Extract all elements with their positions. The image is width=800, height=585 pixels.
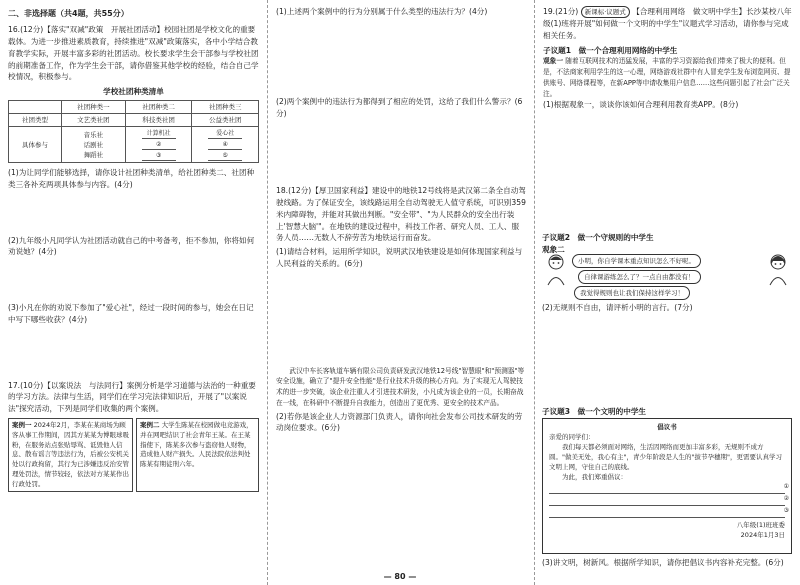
case-one-text: 2024年2月，李某在某商场为顾客从事工作期间，因其方某某为博眼球吸粉，在服务站点张贴辱骂、诋毁他人信息、散布谣言等违法行为，后被公安机关处以行政拘留，其行为已涉嫌违反治安管理处罚法，情节较轻，依法对方某某作出行政处罚。 <box>12 421 129 488</box>
q19-sub1: (1)根据观象一，谈谈你该如何合理利用教育类APP。(8分) <box>543 100 739 110</box>
sub-topic-3: 子议题3 做一个文明的中学生 <box>542 407 647 416</box>
table-cell <box>61 127 125 163</box>
table-row <box>9 100 259 113</box>
case-two-box <box>136 418 259 492</box>
answer-space <box>8 326 259 380</box>
q18-intro: 18.(12分)【厚卫国家利益】建设中的地铁12号线将是武汉第二条全自动驾驶线路。为了保证安全，该线路运用全自动驾驶无人值守系统，可识别359米内障碍物，并能对其做出判断。"安全带"、"为人民群众的安全出行装上'智慧大脑'"。在地铁的建设过程中，科技工作者、研究人员、工人、服务人员……无数人不辞劳苦为地铁运行而奋发。 <box>276 186 526 243</box>
club-item: 舞蹈社 <box>83 150 104 159</box>
table-row <box>9 114 259 127</box>
answer-space <box>276 270 526 366</box>
speech-bubble: 我觉得规则也让我们保持这样学习！ <box>574 286 690 300</box>
speech-bubble: 自律课游练怎么了？一点自由都没有！ <box>578 270 701 284</box>
view-one <box>543 56 792 99</box>
proposal-greeting: 亲爱的同学们： <box>549 433 595 442</box>
column-middle <box>267 0 534 585</box>
answer-line <box>549 495 789 506</box>
blank-slot: ② <box>142 141 176 150</box>
table-header-cell <box>9 100 62 113</box>
club-item: 爱心社 <box>208 130 242 139</box>
answer-space <box>8 191 259 235</box>
view-one-label: 观象一 <box>543 57 564 66</box>
table-cell: 科技类社团 <box>125 114 192 127</box>
blank-slot: ④ <box>208 141 242 150</box>
proposal-box <box>542 418 792 554</box>
answer-space <box>276 119 526 185</box>
answer-line <box>549 507 789 518</box>
q19-sub3: (3)讲文明，树新风。根据所学知识，请你把倡议书内容补充完整。(6分) <box>542 558 784 567</box>
club-item: 计算机社 <box>142 130 176 139</box>
q19-intro <box>543 6 792 42</box>
q19-number: 19.(21分) <box>543 7 579 16</box>
q17-intro: 17.(10分)【以案说法 与法同行】案例分析是学习道德与法治的一种重要的学习方法。法律与生活，同学们在学习完法律知识后，开展了"以案说法"探究活动，下列是同学们收集的两个案例。 <box>8 380 256 414</box>
row-label: 社团类型 <box>9 114 62 127</box>
case-one-title: 案例一 <box>12 421 32 429</box>
q19-intro-text: 【合理利用网络 做文明中学生】长沙某校八年级(1)班将开展"如何做一个文明的中学生"议题式学习活动，请你参与完成相关任务。 <box>543 7 792 40</box>
view-one-text: 随着互联网技术的迅猛发展，丰富的学习资源给我们带来了极大的便利。但是，不法商家利用学生的这一心理，网络游戏社群中有人冒充学生发布浏览网页、提供账号、网络课程等，在新APP等申请收集用户信息……这些问题引起了社会广泛关注。 <box>543 57 791 98</box>
proposal-prompt: 为此，我们郑重倡议： <box>562 473 627 482</box>
club-table <box>8 100 259 163</box>
proposal-body: 我们每天都必须面对网络，生活因网络而更加丰富多彩，无规则不成方圆。"做美无处，我心有主"，青少年阶段是人生的"拔节孕穗期"，更需要认真学习文明上网，守住自己的底线。 <box>549 443 782 472</box>
case-two-text: 大学生陈某在校园做电竞游戏，并在网吧结识了社会青年王某。在王某指使下，陈某多次参与盗窃他人财物，造成他人财产损失。人民法院依法判处陈某有期徒刑六年。 <box>140 421 253 468</box>
table-header-cell: 社团种类一 <box>61 100 125 113</box>
blank-slot: ⑤ <box>208 152 242 161</box>
sub-topic-1: 子议题1 做一个合理利用网络的中学生 <box>543 45 678 55</box>
page-number: — 80 — <box>383 572 417 581</box>
q17-sub1: (1)上述两个案例中的行为分别属于什么类型的违法行为？(4分) <box>276 7 488 16</box>
table-cell <box>192 127 259 163</box>
q16-sub2: (2)九年级小凡同学认为社团活动就自己的中考备考，拒不参加，你将如何劝说她？(4分) <box>8 235 255 257</box>
q16-sub3: (3)小凡在你的劝说下参加了"爱心社"，经过一段时间的参与，她会在日记中写下哪些收获？(4分) <box>8 303 254 324</box>
table-cell: 公益类社团 <box>192 114 259 127</box>
proposal-signature: 八年级(1)班班委 <box>736 521 785 530</box>
answer-space <box>8 258 259 302</box>
q16-sub1: (1)为让同学们能够选择，请你设计社团种类清单，给社团种类二、社团种类三各补充两项具体参与内容。(4分) <box>8 168 255 189</box>
q17-sub2: (2)两个案例中的违法行为都得到了相应的处罚，这给了我们什么警示？(6分) <box>276 96 523 118</box>
answer-space <box>276 18 526 96</box>
line-mark: ③ <box>783 507 789 515</box>
question-badge: 新课标·议题式 <box>581 6 630 18</box>
column-left <box>0 0 267 585</box>
table-header-cell: 社团种类二 <box>125 100 192 113</box>
sub-topic-2: 子议题2 做一个守规则的中学生 <box>542 233 654 242</box>
line-mark: ② <box>783 495 789 503</box>
case-two-title: 案例二 <box>140 421 160 429</box>
club-item: 话剧社 <box>83 140 104 149</box>
answer-line <box>549 483 789 494</box>
club-table-title: 学校社团种类清单 <box>103 87 164 97</box>
table-row <box>9 127 259 163</box>
view-two-label: 观象二 <box>542 245 565 254</box>
q18-passage: 武汉中车长客轨道车辆有限公司负责研发武汉地铁12号线"智慧眼"和"预测器"等安全设施，确立了"提升安全性能"是行业技术升级的核心方向。为了实现无人驾驶技术的进一步突破，该企业注重人才引进技术研发，小凡成为该企业的一员，长期奋战在一线，在科研中不断提升自我能力，创造出了更优秀、更安全的技术产品。 <box>276 366 525 407</box>
row-label: 具体参与 <box>9 127 62 163</box>
section-title: 二、非选择题（共4题，共55分） <box>8 9 129 18</box>
table-cell: 文艺类社团 <box>61 114 125 127</box>
q19-sub2: (2)无规则不自由，请评析小明的言行。(7分) <box>542 303 693 312</box>
proposal-date: 2024年1月3日 <box>740 531 785 540</box>
q18-sub2: (2)若你是该企业人力资源部门负责人，请你向社会发布公司技术研发的劳动岗位要求。(6分) <box>276 411 523 433</box>
line-mark: ① <box>783 483 789 491</box>
club-item: 音乐社 <box>83 130 104 139</box>
case-one-box <box>8 418 133 492</box>
table-cell <box>125 127 192 163</box>
q18-sub1: (1)请结合材料，运用所学知识，说明武汉地铁建设是如何体现国家利益与人民利益的关系的。(6分) <box>276 247 523 268</box>
case-boxes <box>8 418 259 492</box>
q16-intro: 16.(12分)【落实"双减"政策 开展社团活动】校园社团是学校文化的重要载体。为进一步推进素质教育，持续推进"双减"政策落实，各中小学结合教育教学实际，开展丰富多彩的社团活动。校长要求学生会干部参与学校社团的前期准备工作，作为学生会干部，请你借鉴其他学校的经验，结合自己学校情况，积极参与。 <box>8 25 259 82</box>
blank-slot: ③ <box>142 152 176 161</box>
proposal-title: 倡议书 <box>657 423 677 431</box>
student-figure-icon <box>544 252 568 286</box>
classmate-figure-icon <box>766 252 790 286</box>
speech-bubble: 小明，你自学课本重点知识怎么不好呢。 <box>572 254 701 268</box>
table-header-cell: 社团种类三 <box>192 100 259 113</box>
